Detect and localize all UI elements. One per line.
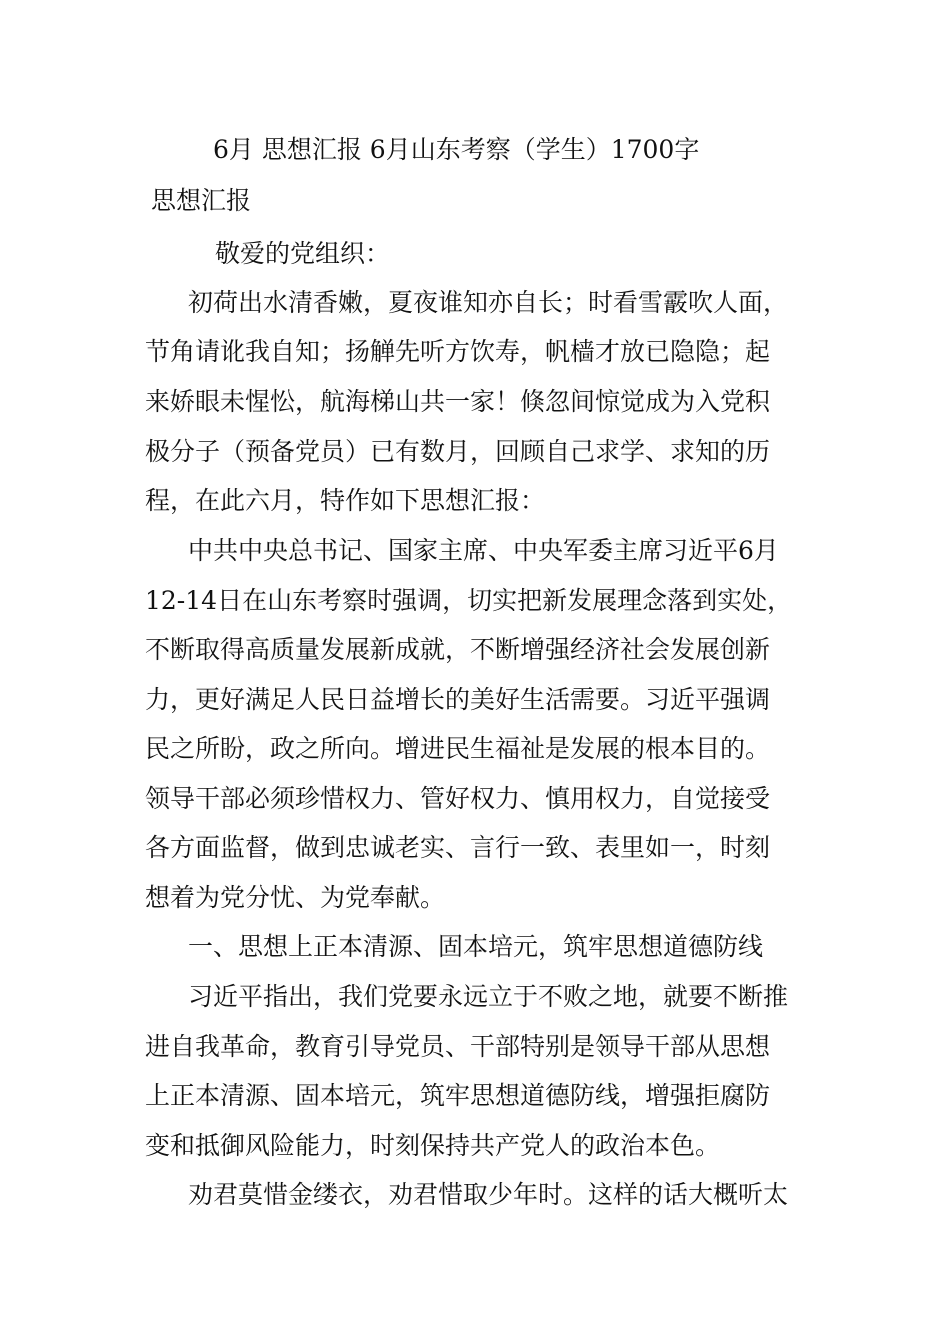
body-line: 想着为党分忧、为党奉献。 <box>145 883 446 912</box>
body-line: 不断取得高质量发展新成就，不断增强经济社会发展创新 <box>145 635 771 664</box>
section-heading: 一、思想上正本清源、固本培元，筑牢思想道德防线 <box>188 932 764 961</box>
body-line: 进自我革命，教育引导党员、干部特别是领导干部从思想 <box>145 1032 771 1061</box>
body-line: 极分子（预备党员）已有数月，回顾自己求学、求知的历 <box>145 437 771 466</box>
body-line: 民之所盼，政之所向。增进民生福祉是发展的根本目的。 <box>145 734 771 763</box>
body-line: 中共中央总书记、国家主席、中央军委主席习近平6月 <box>188 536 779 565</box>
body-line: 上正本清源、固本培元，筑牢思想道德防线，增强拒腐防 <box>145 1081 771 1110</box>
body-line: 变和抵御风险能力，时刻保持共产党人的政治本色。 <box>145 1131 721 1160</box>
body-line: 力，更好满足人民日益增长的美好生活需要。习近平强调 <box>145 685 771 714</box>
document-subtitle: 思想汇报 <box>151 186 252 215</box>
body-line: 劝君莫惜金缕衣，劝君惜取少年时。这样的话大概听太 <box>188 1180 789 1209</box>
body-line: 来娇眼未惺忪，航海梯山共一家！倏忽间惊觉成为入党积 <box>145 387 771 416</box>
body-line: 12-14日在山东考察时强调，切实把新发展理念落到实处， <box>145 586 793 615</box>
body-line: 习近平指出，我们党要永远立于不败之地，就要不断推 <box>188 982 789 1011</box>
body-line: 各方面监督，做到忠诚老实、言行一致、表里如一，时刻 <box>145 833 771 862</box>
body-line: 领导干部必须珍惜权力、管好权力、慎用权力，自觉接受 <box>145 784 771 813</box>
document-title: 6月 思想汇报 6月山东考察（学生）1700字 <box>213 135 700 164</box>
body-line: 程，在此六月，特作如下思想汇报： <box>145 486 546 515</box>
body-line: 初荷出水清香嫩，夏夜谁知亦自长；时看雪霰吹人面， <box>188 288 789 317</box>
salutation: 敬爱的党组织： <box>215 239 391 268</box>
body-line: 节角请讹我自知；扬觯先听方饮寿，帆樯才放已隐隐；起 <box>145 337 771 366</box>
